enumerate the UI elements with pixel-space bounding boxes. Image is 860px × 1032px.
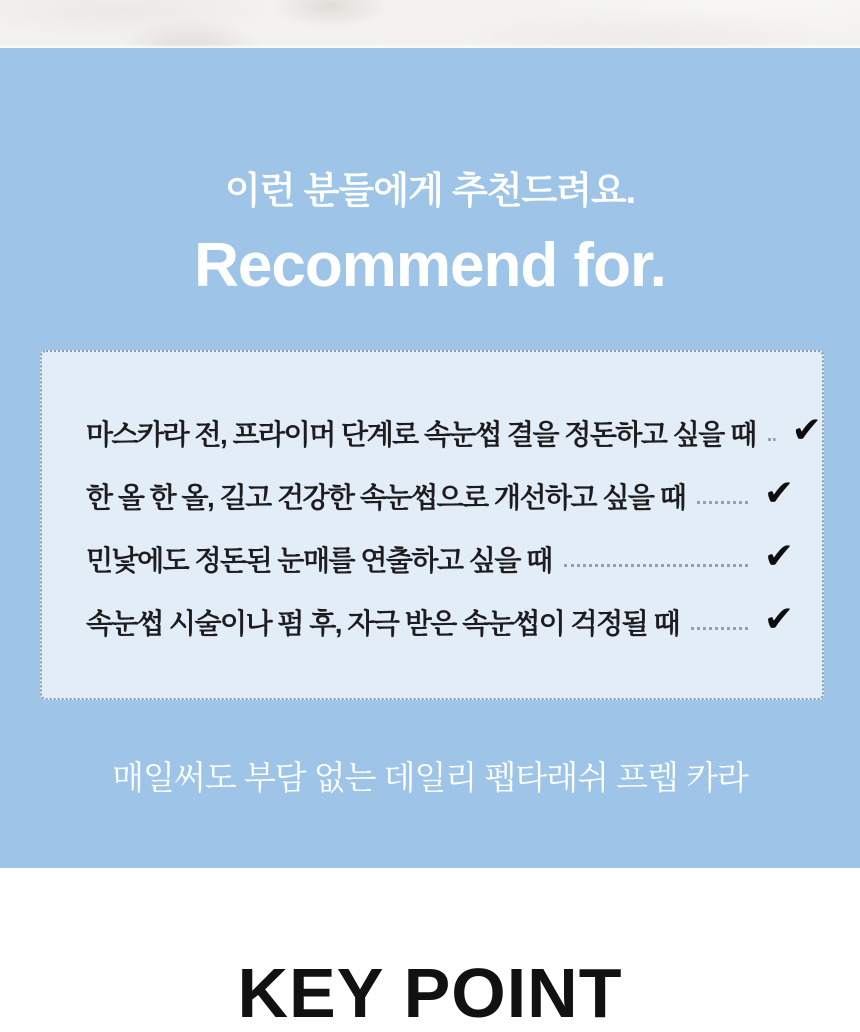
checklist-item (86, 598, 794, 640)
checkmark-icon: ✔ (763, 472, 794, 514)
dotted-leader (564, 564, 748, 567)
checklist-item-label: 민낯에도 정돈된 눈매를 연출하고 싶을 때 (86, 544, 552, 576)
key-point-section (0, 868, 860, 1032)
checklist-item-label: 마스카라 전, 프라이머 단계로 속눈썹 결을 정돈하고 싶을 때 (86, 418, 756, 450)
checklist-item (86, 472, 794, 514)
dotted-leader (768, 438, 776, 441)
cream-texture-image (0, 0, 860, 48)
checkmark-icon: ✔ (763, 535, 794, 577)
recommend-title-korean: 이런 분들에게 추천드려요. (224, 170, 635, 211)
recommend-section (0, 48, 860, 868)
checklist-item (86, 535, 794, 577)
checklist-item-label: 속눈썹 시술이나 펌 후, 자극 받은 속눈썹이 걱정될 때 (86, 607, 680, 639)
checklist-item-label: 한 올 한 올, 길고 건강한 속눈썹으로 개선하고 싶을 때 (86, 481, 686, 513)
checkmark-icon: ✔ (791, 409, 822, 451)
checklist-panel (40, 350, 824, 700)
daily-mascara-note: 매일써도 부담 없는 데일리 펩타래쉬 프렙 카라 (112, 759, 748, 796)
key-point-heading: KEY POINT (237, 954, 623, 1032)
dotted-leader (697, 501, 748, 504)
checklist-item (86, 409, 822, 451)
recommend-title-english: Recommend for. (194, 231, 666, 300)
dotted-leader (691, 627, 748, 630)
checkmark-icon: ✔ (763, 598, 794, 640)
